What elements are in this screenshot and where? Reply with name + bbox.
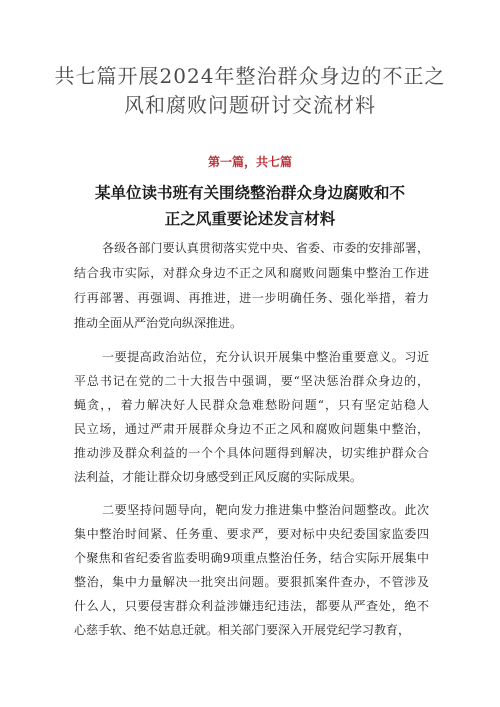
- paragraph-1-line: 推动全面从严治党向纵深推进。: [74, 316, 243, 330]
- document-title-line-2: 风和腐败问题研讨交流材料: [124, 93, 376, 117]
- paragraph-3-line: 什么人，只要侵害群众利益涉嫌违纪违法，都要从严查处，绝不: [74, 599, 429, 613]
- paragraph-1-line: 结合我市实际，对群众身边不正之风和腐败问题集中整治工作进: [74, 266, 429, 280]
- paragraph-1-line: 各级各部门要认真贯彻落实党中央、省委、市委的安排部署，: [102, 241, 429, 255]
- paragraph-2-line: 一要提高政治站位，充分认识开展集中整治重要意义。习近: [102, 350, 429, 364]
- paragraph-2-line: 法利益，才能让群众切身感受到正风反腐的实际成果。: [74, 470, 363, 484]
- paragraph-3-line: 整治，集中力量解决一批突出问题。要狠抓案件查办，不管涉及: [74, 575, 429, 589]
- paragraph-2-line: 推动涉及群众利益的一个个具体问题得到解决，切实维护群众合: [74, 446, 429, 460]
- article-title-line-1: 某单位读书班有关围绕整治群众身边腐败和不: [94, 184, 405, 202]
- paragraph-3-line: 二要坚持问题导向，靶向发力推进集中整治问题整改。此次: [102, 503, 429, 517]
- paragraph-2-line: 民立场，通过严肃开展群众身边不正之风和腐败问题集中整治，: [74, 422, 429, 436]
- paragraph-1-line: 行再部署、再强调、再推进，进一步明确任务、强化举措，着力: [74, 291, 429, 305]
- section-label: 第一篇，共七篇: [207, 155, 292, 169]
- paragraph-3-line: 集中整治时间紧、任务重、要求严，要对标中央纪委国家监委四: [74, 527, 429, 541]
- paragraph-3-line: 心慈手软、绝不姑息迁就。相关部门要深入开展党纪学习教育，: [74, 623, 411, 637]
- paragraph-2-line: 蝇贪，，着力解决好人民群众急难愁盼问题“，只有坚定站稳人: [74, 398, 429, 412]
- article-title-line-2: 正之风重要论述发言材料: [164, 210, 336, 228]
- paragraph-2-line: 平总书记在党的二十大报告中强调，要“坚决惩治群众身边的，: [74, 374, 429, 388]
- document-title-line-1: 共七篇开展2024年整治群众身边的不正之: [54, 64, 446, 88]
- paragraph-3-line: 个聚焦和省纪委省监委明确9项重点整治任务，结合实际开展集中: [74, 551, 429, 565]
